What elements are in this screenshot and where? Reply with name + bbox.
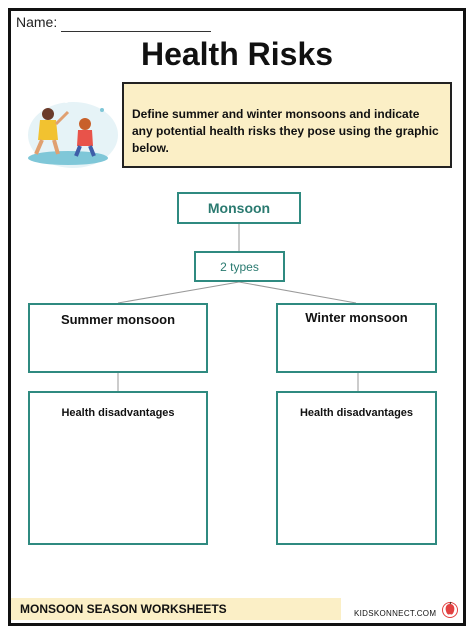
types-label: 2 types [220, 259, 259, 274]
page-title: Health Risks [140, 36, 334, 72]
winter-health-label: Health disadvantages [299, 407, 414, 419]
root-label: Monsoon [207, 200, 271, 216]
winter-monsoon-label: Winter monsoon [305, 310, 408, 325]
instructions-box [122, 82, 452, 168]
children-splashing-illustration [18, 90, 118, 170]
name-field-line[interactable] [61, 31, 211, 32]
footer-banner [11, 598, 341, 620]
summer-monsoon-label: Summer monsoon [60, 312, 176, 327]
winter-monsoon-box[interactable] [276, 303, 437, 373]
winter-health-box[interactable] [276, 391, 437, 545]
summer-health-label: Health disadvantages [61, 407, 175, 419]
name-label: Name: [16, 14, 58, 30]
brand-text: KIDSKONNECT.COM [354, 609, 437, 618]
types-box [194, 251, 285, 282]
instructions-text: Define summer and winter monsoons and indicate any potential health risks they pose using the graphic below. [132, 107, 439, 155]
footer-title: MONSOON SEASON WORKSHEETS [20, 602, 227, 616]
summer-health-box[interactable] [28, 391, 208, 545]
summer-monsoon-box[interactable] [28, 303, 208, 373]
apple-logo-icon [441, 600, 459, 618]
root-box [177, 192, 301, 224]
